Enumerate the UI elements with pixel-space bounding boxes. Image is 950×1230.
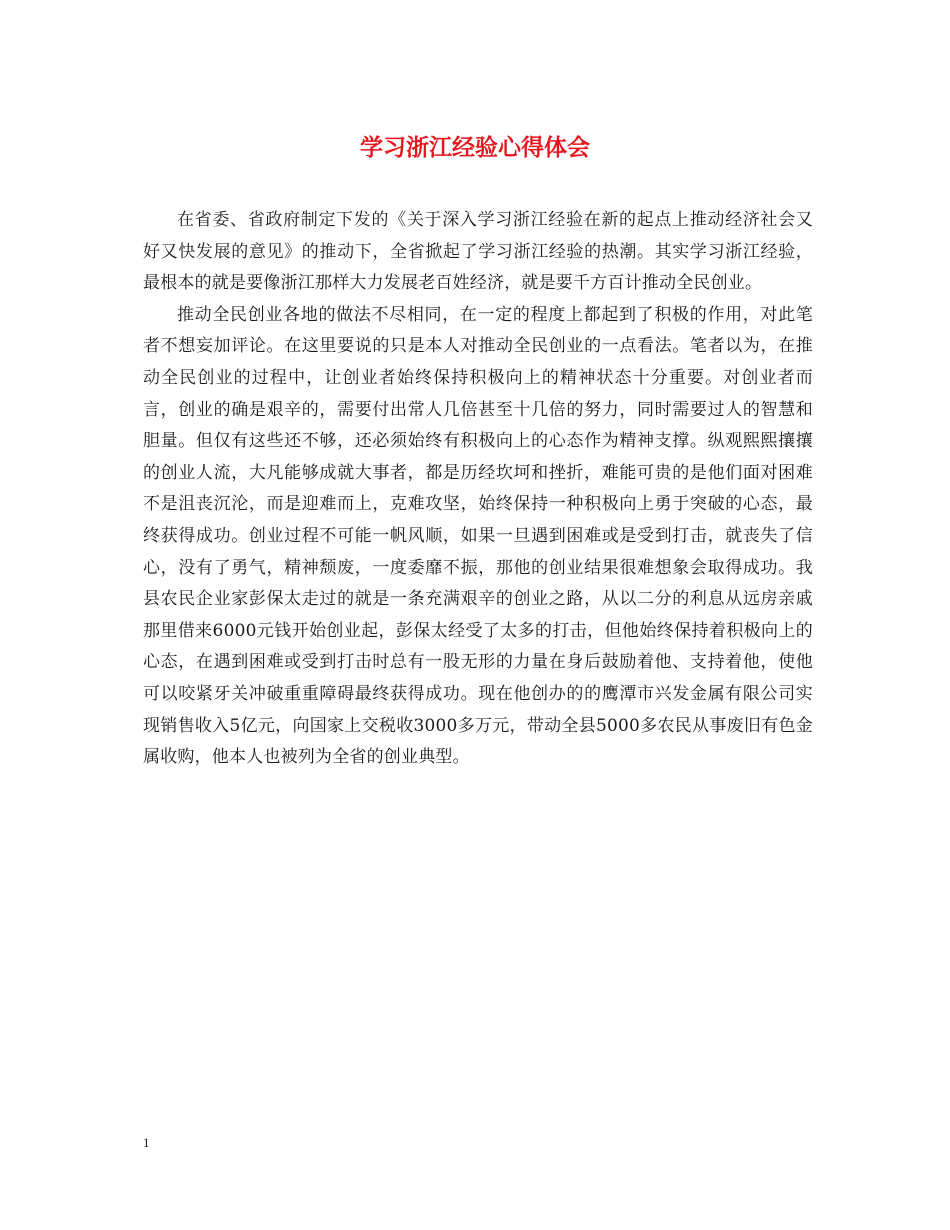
page-number: 1	[143, 1135, 150, 1150]
document-body	[143, 205, 813, 774]
paragraph-1: 在省委、省政府制定下发的《关于深入学习浙江经验在新的起点上推动经济社会又好又快发展的意见》的推动下，全省掀起了学习浙江经验的热潮。其实学习浙江经验，最根本的就是要像浙江那样大力发展老百姓经济，就是要千方百计推动全民创业。	[143, 210, 813, 294]
paragraph-2: 推动全民创业各地的做法不尽相同，在一定的程度上都起到了积极的作用，对此笔者不想妄加评论。在这里要说的只是本人对推动全民创业的一点看法。笔者以为，在推动全民创业的过程中，让创业者始终保持积极向上的精神状态十分重要。对创业者而言，创业的确是艰辛的，需要付出常人几倍甚至十几倍的努力，同时需要过人的智慧和胆量。但仅有这些还不够，还必须始终有积极向上的心态作为精神支撑。纵观熙熙攘攘的创业人流，大凡能够成就大事者，都是历经坎坷和挫折，难能可贵的是他们面对困难不是沮丧沉沦，而是迎难而上，克难攻坚，始终保持一种积极向上勇于突破的心态，最终获得成功。创业过程不可能一帆风顺，如果一旦遇到困难或是受到打击，就丧失了信心，没有了勇气，精神颓废，一度委靡不振，那他的创业结果很难想象会取得成功。我县农民企业家彭保太走过的就是一条充满艰辛的创业之路，从以二分的利息从远房亲戚那里借来6000元钱开始创业起，彭保太经受了太多的打击，但他始终保持着积极向上的心态，在遇到困难或受到打击时总有一股无形的力量在身后鼓励着他、支持着他，使他可以咬紧牙关冲破重重障碍最终获得成功。现在他创办的的鹰潭市兴发金属有限公司实现销售收入5亿元，向国家上交税收3000多万元，带动全县5000多农民从事废旧有色金属收购，他本人也被列为全省的创业典型。	[143, 304, 813, 768]
document-title: 学习浙江经验心得体会	[360, 134, 590, 161]
